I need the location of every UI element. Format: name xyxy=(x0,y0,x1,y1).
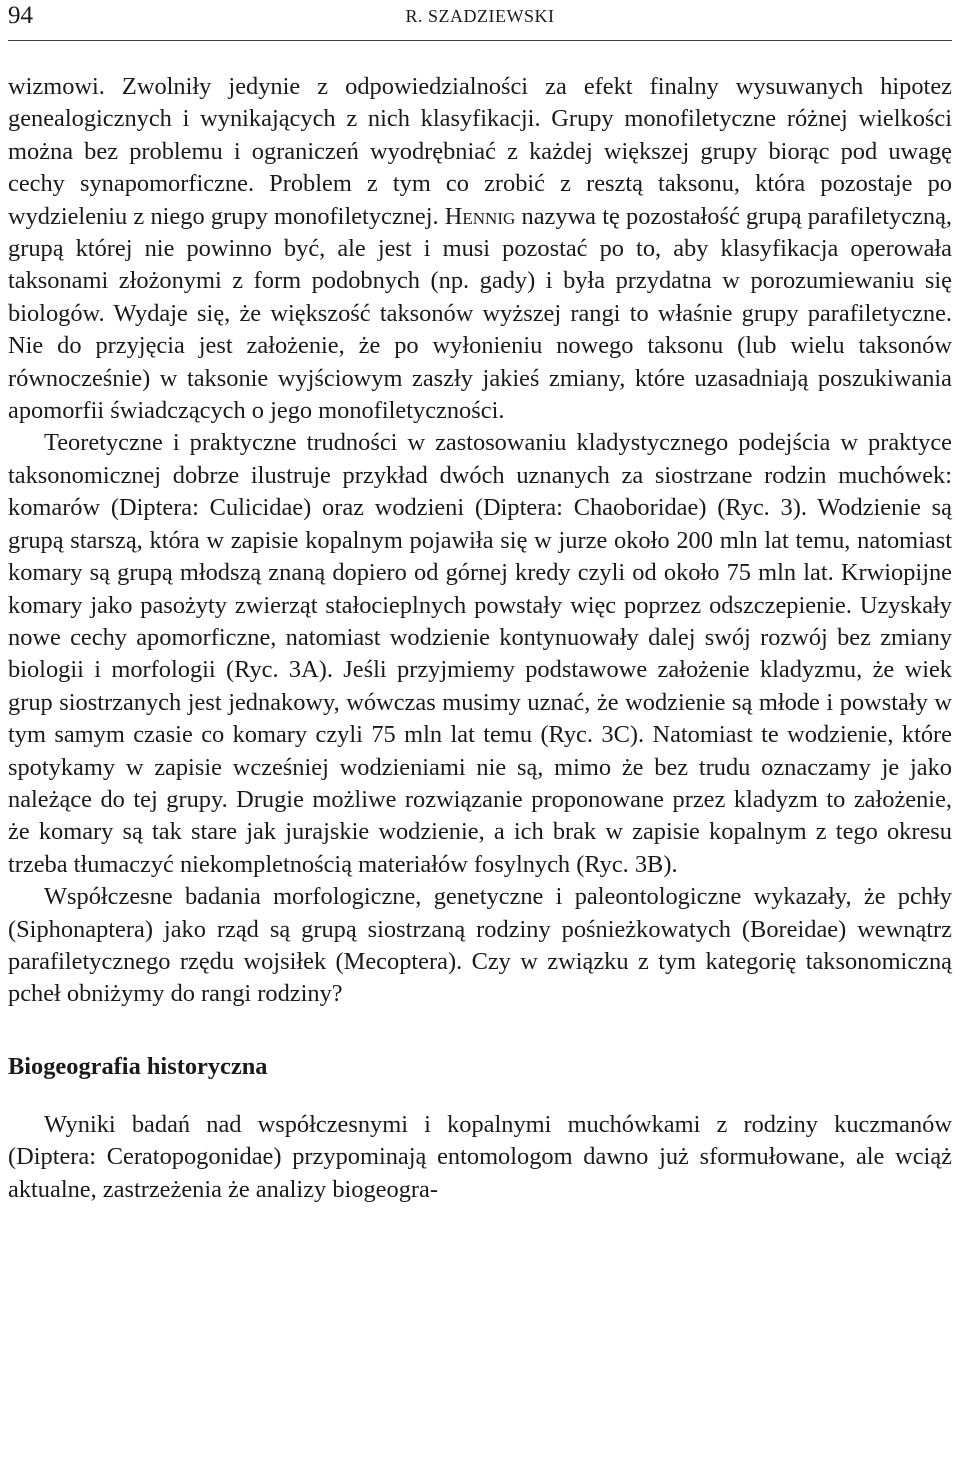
paragraph-2: Teoretyczne i praktyczne trudności w zastosowaniu kladystycznego podejścia w praktyce taksonomicznej dobrze ilustruje przykład dwóch uznanych za siostrzane rodzin muchówek: komarów (Diptera: Culicidae) oraz wodzieni (Diptera: Chaoboridae) (Ryc. 3). Wodzienie są grupą starszą, która w zapisie kopalnym pojawiła się w jurze około 200 mln lat temu, natomiast komary są grupą młodszą znaną dopiero od górnej kredy czyli od około 75 mln lat. Krwiopijne komary jako pasożyty zwierząt stałocieplnych powstały więc poprzez odszczepienie. Uzyskały nowe cechy apomorficzne, natomiast wodzienie kontynuowały dalej swój rozwój bez zmiany biologii i morfologii (Ryc. 3A). Jeśli przyjmiemy podstawowe założenie kladyzmu, że wiek grup siostrzanych jest jednakowy, wówczas musimy uznać, że wodzienie są młode i powstały w tym samym czasie co komary czyli 75 mln lat temu (Ryc. 3C). Natomiast te wodzienie, które spotykamy w zapisie wcześniej wodzieniami nie są, mimo że bez trudu oznaczamy je jako należące do tej grupy. Drugie możliwe rozwiązanie proponowane przez kladyzm to założenie, że komary są tak stare jak jurajskie wodzienie, a ich brak w zapisie kopalnym z tego okresu trzeba tłumaczyć niekompletnością materiałów fosylnych (Ryc. 3B). xyxy=(8,429,952,878)
page-number: 94 xyxy=(8,2,33,29)
paragraph-3: Współczesne badania morfologiczne, genetyczne i paleontologiczne wykazały, że pchły (Siphonaptera) jako rząd są grupą siostrzaną rodziny pośnieżkowatych (Boreidae) wewnątrz parafiletycznego rzędu wojsiłek (Mecoptera). Czy w związku z tym kategorię taksonomiczną pcheł obniżymy do rangi rodziny? xyxy=(8,883,952,1008)
section-heading: Biogeografia historyczna xyxy=(8,1052,268,1080)
running-title: R. SZADZIEWSKI xyxy=(405,6,555,26)
paragraph-1-continuation: nazywa tę pozostałość grupą parafiletyczną, grupą której nie powinno być, ale jest i musi pozostać po to, aby klasyfikacja operowała taksonami złożonymi z form podobnych (np. gady) i była przydatna w porozumiewaniu się biologów. Wydaje się, że większość taksonów wyższej rangi to właśnie grupy parafiletyczne. Nie do przyjęcia jest założenie, że po wyłonieniu nowego taksonu (lub wielu taksonów równocześnie) w taksonie wyjściowym zaszły jakieś zmiany, które uzasadniają poszukiwania apomorfii świadczących o jego monofiletyczności. xyxy=(8,202,952,425)
paragraph-1 xyxy=(8,71,952,427)
section-paragraph: Wyniki badań nad współczesnymi i kopalnymi muchówkami z rodziny kuczmanów (Diptera: Ceratopogonidae) przypominają entomologom dawno już sformułowane, ale wciąż aktualne, zastrzeżenia że analizy biogeogra- xyxy=(8,1110,952,1203)
running-head xyxy=(8,0,952,41)
body-text xyxy=(8,71,952,1206)
paragraph-1-text: wizmowi. Zwolniły jedynie z odpowiedzialności za efekt finalny wysuwanych hipotez genealogicznych i wynikających z nich klasyfikacji. Grupy monofiletyczne różnej wielkości można bez problemu i ograniczeń wyodrębniać z każdej większej grupy biorąc pod uwagę cechy synapomorficzne. Problem z tym co zrobić z resztą taksonu, która pozostaje po wydzieleniu z niego grupy monofiletycznej. xyxy=(8,73,952,230)
page xyxy=(8,0,952,1206)
author-name-hennig: Hennig xyxy=(444,202,516,230)
